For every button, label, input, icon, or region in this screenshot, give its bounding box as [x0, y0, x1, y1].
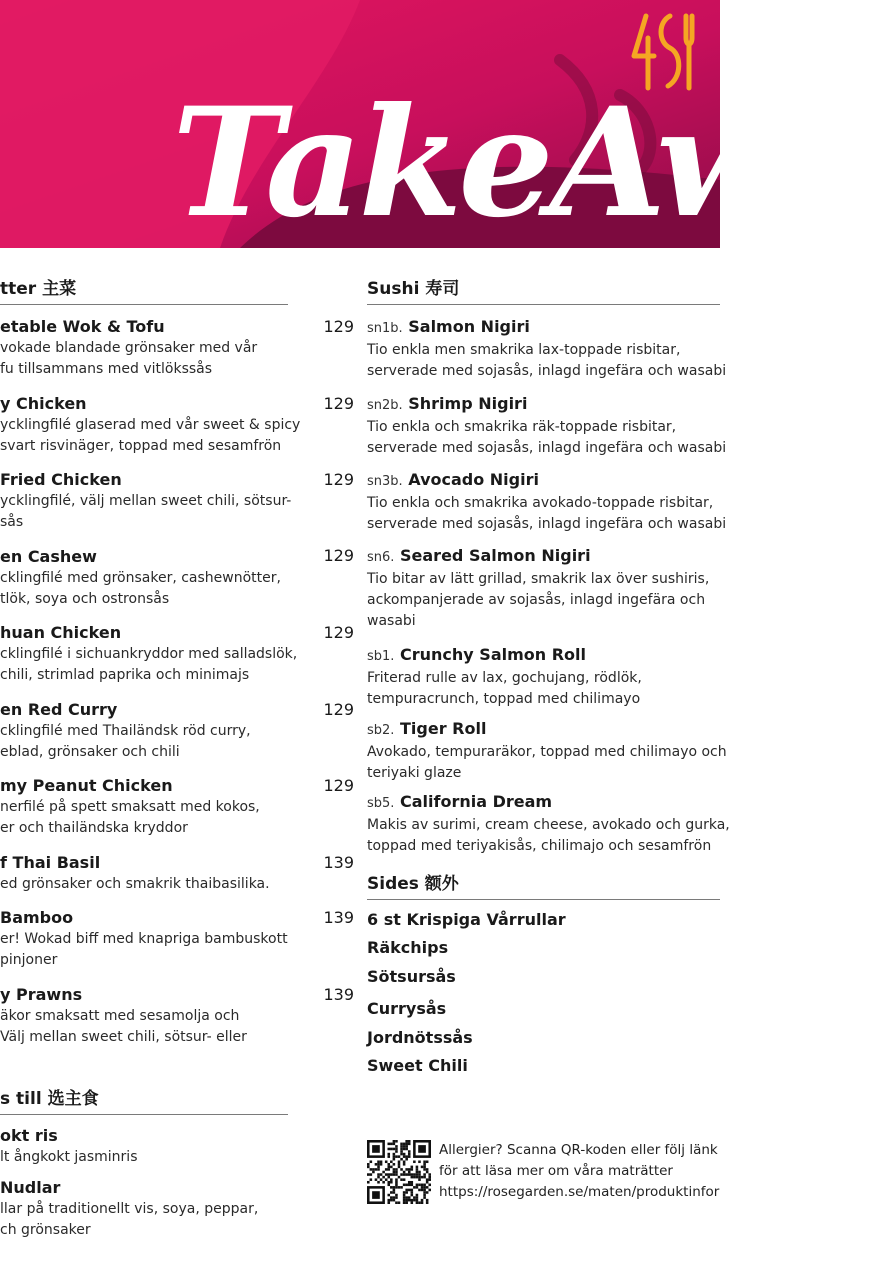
sushi-item-title — [367, 393, 726, 417]
sushi-item-desc: Tio enkla men smakrika lax-toppade risbitar, — [367, 342, 681, 358]
sushi-divider — [367, 304, 720, 305]
qr-code-icon[interactable] — [367, 1140, 431, 1204]
sushi-item-desc: Tio enkla och smakrika räk-toppade risbitar, — [367, 419, 677, 435]
side-item[interactable]: 6 st Krispiga Vårrullar — [367, 910, 566, 929]
allergy-line: Allergier? Scanna QR-koden eller följ länk — [439, 1142, 718, 1158]
menu-item-name: en Cashew — [0, 547, 97, 566]
sushi-item-title — [367, 469, 726, 493]
menu-item-name: okt ris — [0, 1126, 58, 1145]
menu-item-name: Fried Chicken — [0, 470, 122, 489]
menu-item-desc: tlök, soya och ostronsås — [0, 591, 170, 607]
menu-item[interactable] — [0, 393, 300, 457]
menu-item-desc: ycklingfilé glaserad med vår sweet & spicy — [0, 417, 301, 433]
menu-item-desc: llar på traditionellt vis, soya, peppar, — [0, 1201, 259, 1217]
sushi-item-name: Shrimp Nigiri — [408, 394, 528, 413]
item-price: 139 — [323, 985, 354, 1004]
menu-item-desc: nerfilé på spett smaksatt med kokos, — [0, 799, 260, 815]
item-price: 129 — [323, 546, 354, 565]
menu-item[interactable] — [0, 1125, 138, 1168]
menu-item-name: y Prawns — [0, 985, 83, 1004]
menu-item-desc: chili, strimlad paprika och minimajs — [0, 667, 250, 683]
menu-item-desc: eblad, grönsaker och chili — [0, 744, 180, 760]
side-item[interactable]: Currysås — [367, 999, 447, 1018]
menu-item-name: etable Wok & Tofu — [0, 317, 165, 336]
menu-item-desc: sås — [0, 514, 24, 530]
choose-divider — [0, 1114, 288, 1115]
sushi-item-code: sn3b. — [367, 474, 403, 489]
menu-item-name: Nudlar — [0, 1178, 61, 1197]
sushi-item-title — [367, 316, 726, 340]
menu-item[interactable] — [0, 469, 291, 533]
item-price: 129 — [323, 317, 354, 336]
menu-item-desc: ch grönsaker — [0, 1222, 91, 1238]
menu-item-name: Bamboo — [0, 908, 74, 927]
menu-item-name: en Red Curry — [0, 700, 118, 719]
menu-item-name: my Peanut Chicken — [0, 776, 173, 795]
side-item[interactable]: Räkchips — [367, 938, 449, 957]
menu-item-desc: ed grönsaker och smakrik thaibasilika. — [0, 876, 270, 892]
side-item[interactable]: Sötsursås — [367, 967, 456, 986]
sushi-item-title — [367, 718, 727, 742]
item-price: 129 — [323, 776, 354, 795]
menu-item-desc: vokade blandade grönsaker med vår — [0, 340, 258, 356]
menu-item[interactable] — [0, 907, 288, 971]
sushi-item[interactable] — [367, 718, 727, 784]
menu-item-name: huan Chicken — [0, 623, 122, 642]
choose-section-title: s till 选主食 — [0, 1089, 99, 1109]
side-item[interactable]: Jordnötssås — [367, 1028, 473, 1047]
menu-item-desc: er och thailändska kryddor — [0, 820, 188, 836]
item-price: 129 — [323, 470, 354, 489]
sushi-item[interactable] — [367, 469, 726, 535]
item-price: 139 — [323, 853, 354, 872]
menu-item-name: y Chicken — [0, 394, 87, 413]
sushi-item-desc: serverade med sojasås, inlagd ingefära och wasabi — [367, 440, 727, 456]
menu-item-desc: er! Wokad biff med knapriga bambuskott — [0, 931, 288, 947]
sushi-item-desc: teriyaki glaze — [367, 765, 462, 781]
sushi-item-title — [367, 791, 730, 815]
menu-item-desc: cklingfilé i sichuankryddor med salladslök, — [0, 646, 298, 662]
menu-item-desc: cklingfilé med Thailändsk röd curry, — [0, 723, 251, 739]
sushi-item-desc: Avokado, tempuraräkor, toppad med chilimayo och — [367, 744, 727, 760]
menu-item-desc: svart risvinäger, toppad med sesamfrön — [0, 438, 282, 454]
sushi-item[interactable] — [367, 545, 709, 632]
sushi-item-name: Avocado Nigiri — [408, 470, 539, 489]
menu-item[interactable] — [0, 1177, 258, 1241]
hero-title: TakeAwa — [172, 75, 874, 251]
item-price: 129 — [323, 700, 354, 719]
item-price: 129 — [323, 623, 354, 642]
menu-item-desc: ycklingfilé, välj mellan sweet chili, sötsur- — [0, 493, 292, 509]
sushi-item-desc: ackompanjerade av sojasås, inlagd ingefära och — [367, 592, 706, 608]
sushi-item-desc: Friterad rulle av lax, gochujang, rödlök, — [367, 670, 642, 686]
menu-item[interactable] — [0, 984, 247, 1048]
allergy-note — [439, 1140, 719, 1203]
sushi-item[interactable] — [367, 316, 726, 382]
sushi-item-desc: serverade med sojasås, inlagd ingefära och wasabi — [367, 516, 727, 532]
menu-item[interactable] — [0, 852, 270, 895]
menu-item[interactable] — [0, 622, 297, 686]
sushi-item[interactable] — [367, 644, 642, 710]
sushi-item-desc: Tio enkla och smakrika avokado-toppade risbitar, — [367, 495, 714, 511]
hero-banner — [0, 0, 874, 251]
sushi-item[interactable] — [367, 791, 730, 857]
sushi-item-code: sn6. — [367, 550, 395, 565]
sushi-item-name: Crunchy Salmon Roll — [400, 645, 587, 664]
sushi-item-desc: tempuracrunch, toppad med chilimayo — [367, 691, 641, 707]
item-price: 129 — [323, 394, 354, 413]
sides-section-title: Sides 额外 — [367, 874, 459, 894]
sushi-item-desc: Tio bitar av lätt grillad, smakrik lax över sushiris, — [367, 571, 710, 587]
menu-item-desc: äkor smaksatt med sesamolja och — [0, 1008, 240, 1024]
menu-item-desc: cklingfilé med grönsaker, cashewnötter, — [0, 570, 281, 586]
sushi-section-title: Sushi 寿司 — [367, 279, 460, 299]
sushi-item-desc: toppad med teriyakisås, chilimajo och sesamfrön — [367, 838, 712, 854]
sushi-item-name: Seared Salmon Nigiri — [400, 546, 591, 565]
menu-item[interactable] — [0, 775, 260, 839]
restaurant-logo-icon — [628, 8, 698, 94]
sushi-item-name: Tiger Roll — [400, 719, 487, 738]
sushi-item-code: sb5. — [367, 796, 395, 811]
sushi-item-code: sb2. — [367, 723, 395, 738]
menu-item[interactable] — [0, 546, 281, 610]
sushi-item-title — [367, 545, 709, 569]
allergy-link[interactable]: https://rosegarden.se/maten/produktinfor — [439, 1184, 720, 1200]
sushi-item-desc: serverade med sojasås, inlagd ingefära och wasabi — [367, 363, 727, 379]
item-price: 139 — [323, 908, 354, 927]
sushi-item-desc: wasabi — [367, 613, 416, 629]
menu-item-desc: pinjoner — [0, 952, 58, 968]
menu-item-desc: Välj mellan sweet chili, sötsur- eller — [0, 1029, 247, 1045]
menu-item-desc: fu tillsammans med vitlökssås — [0, 361, 213, 377]
sushi-item-code: sb1. — [367, 649, 395, 664]
sushi-item-title — [367, 644, 642, 668]
menu-item-name: f Thai Basil — [0, 853, 101, 872]
menu-item[interactable] — [0, 699, 251, 763]
sushi-item-code: sn1b. — [367, 321, 403, 336]
menu-item[interactable] — [0, 316, 257, 380]
sushi-item-desc: Makis av surimi, cream cheese, avokado och gurka, — [367, 817, 730, 833]
sides-divider — [367, 899, 720, 900]
mains-section-title: tter 主菜 — [0, 279, 77, 299]
side-item[interactable]: Sweet Chili — [367, 1056, 468, 1075]
menu-item-desc: lt ångkokt jasminris — [0, 1149, 138, 1165]
sushi-item-name: California Dream — [400, 792, 553, 811]
sushi-item[interactable] — [367, 393, 726, 459]
mains-divider — [0, 304, 288, 305]
sushi-item-name: Salmon Nigiri — [408, 317, 530, 336]
allergy-line: för att läsa mer om våra maträtter — [439, 1163, 673, 1179]
sushi-item-code: sn2b. — [367, 398, 403, 413]
